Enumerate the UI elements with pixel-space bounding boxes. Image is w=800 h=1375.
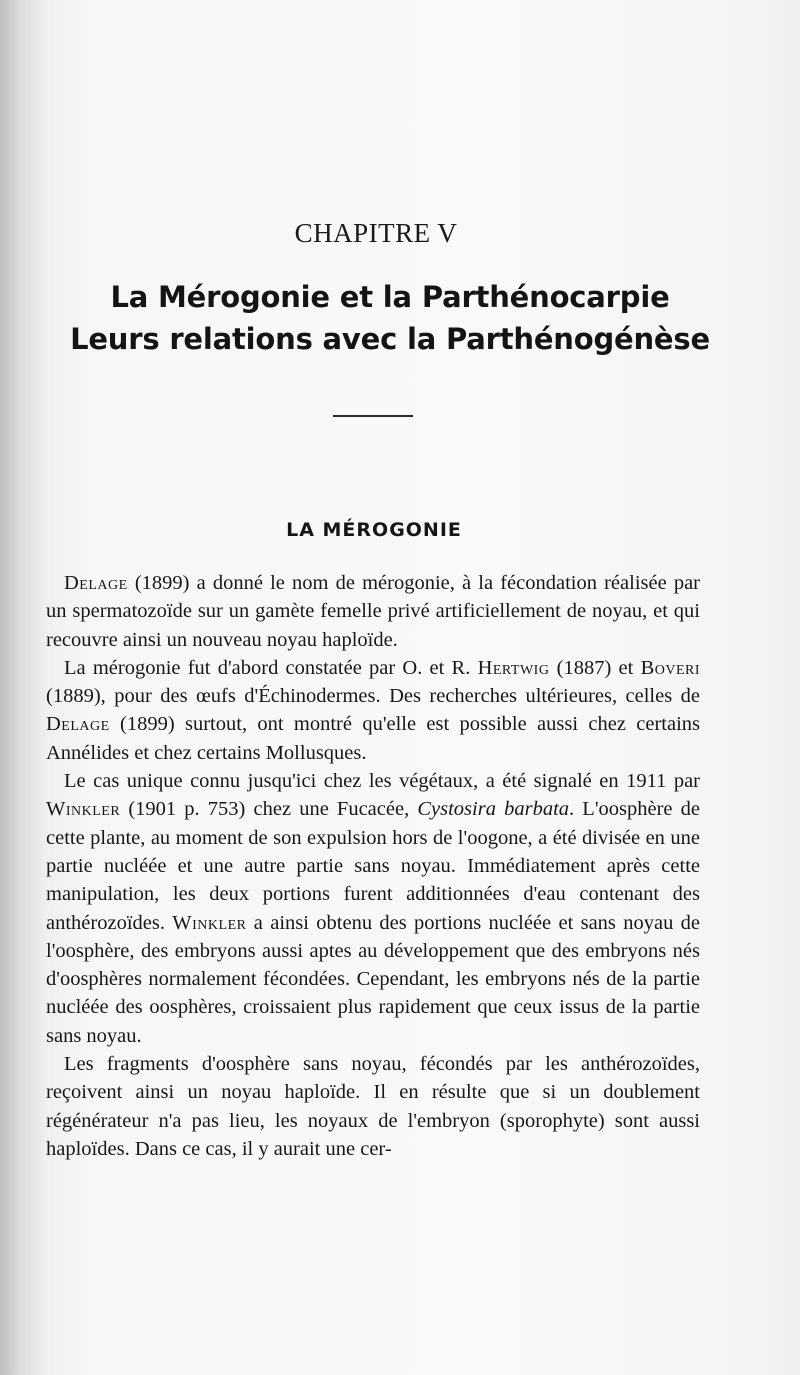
paragraph-text: (1889), pour des œufs d'Échinodermes. Des recherches ultérieures, celles de xyxy=(46,685,700,708)
paragraph-text: (1899) a donné le nom de mérogonie, à la fécondation réalisée par un spermatozoïde sur un gamète femelle privé artificiellement de noyau, et qui recouvre ainsi un nouveau noyau haploïde. xyxy=(46,572,700,651)
author-name: Winkler xyxy=(172,911,247,934)
paragraph-1 xyxy=(46,569,700,654)
paragraph-text: Les fragments d'oosphère sans noyau, fécondés par les anthérozoïdes, reçoivent ainsi un noyau haploïde. Il en résulte que si un doublement régénérateur n'a pas lieu, les noyaux de l'embryon (sporophyte) sont aussi haploïdes. Dans ce cas, il y aurait une cer- xyxy=(46,1053,700,1160)
author-name: Delage xyxy=(64,572,128,594)
author-name: Winkler xyxy=(46,798,121,821)
paragraph-text: a ainsi obtenu des portions nucléée et sans noyau de l'oosphère, des embryons aussi aptes au développement que des embryons nés d'oosphères normalement fécondées. Cependant, les embryons nés de la partie nucléée des oosphères, croissaient plus rapidement que ceux issus de la partie sans noyau. xyxy=(46,911,700,1047)
paragraph-text: (1887) et xyxy=(549,656,641,679)
paragraph-text: (1901 p. 753) chez une Fucacée, xyxy=(120,798,418,821)
chapter-title-line-1: La Mérogonie et la Parthénocarpie xyxy=(110,280,670,314)
author-name: Hertwig xyxy=(477,656,550,679)
title-divider-rule xyxy=(333,415,413,417)
body-text xyxy=(46,569,700,1163)
paragraph-text: Le cas unique connu jusqu'ici chez les végétaux, a été signalé en 1911 par xyxy=(64,770,700,793)
section-heading: LA MÉROGONIE xyxy=(286,519,462,541)
author-name: Delage xyxy=(46,713,110,736)
chapter-label: CHAPITRE V xyxy=(294,218,458,248)
paragraph-text: La mérogonie fut d'abord constatée par O. et R. xyxy=(64,656,478,679)
species-name: Cystosira barbata xyxy=(417,798,570,821)
author-name: Boveri xyxy=(640,656,701,679)
paragraph-4 xyxy=(46,1050,700,1163)
paragraph-3 xyxy=(46,767,700,1050)
paragraph-2 xyxy=(46,654,700,767)
chapter-title-line-2: Leurs relations avec la Parthénogénèse xyxy=(70,322,710,356)
paragraph-text: . L'oosphère de cette plante, au moment de son expulsion hors de l'oogone, a été divisée en une partie nucléée et une autre partie sans noyau. Immédiatement après cette manipulation, les deux portions furent additionnées d'eau contenant des anthérozoïdes. xyxy=(46,798,700,934)
paragraph-text: (1899) surtout, ont montré qu'elle est possible aussi chez certains Annélides et chez certains Mollusques. xyxy=(46,713,700,764)
